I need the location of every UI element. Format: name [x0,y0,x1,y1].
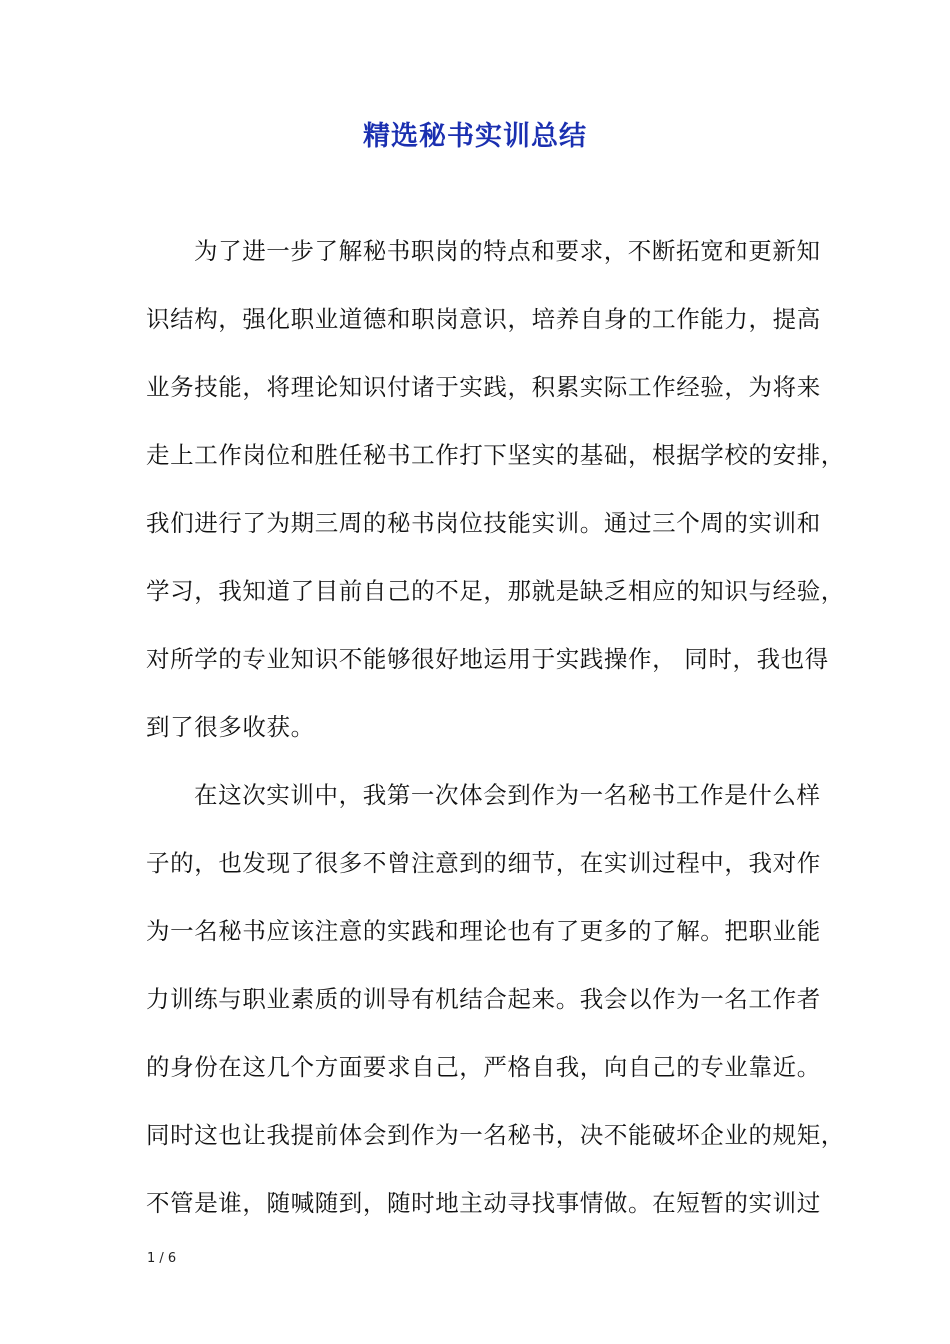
page-indicator: 1 / 6 [147,1251,177,1266]
paragraph-2-line-3: 为一名秘书应该注意的实践和理论也有了更多的了解。把职业能 [146,917,821,945]
paragraph-1-line-1: 为了进一步了解秘书职岗的特点和要求，不断拓宽和更新知 [194,237,821,265]
paragraph-1-line-7: 对所学的专业知识不能够很好地运用于实践操作， 同时，我也得 [146,645,829,673]
paragraph-1-line-3: 业务技能，将理论知识付诸于实践，积累实际工作经验，为将来 [146,373,821,401]
paragraph-2-line-7: 不管是谁，随喊随到，随时地主动寻找事情做。在短暂的实训过 [146,1189,821,1217]
paragraph-2-line-1: 在这次实训中，我第一次体会到作为一名秘书工作是什么样 [194,781,821,809]
paragraph-1-line-6: 学习，我知道了目前自己的不足，那就是缺乏相应的知识与经验， [146,577,845,605]
paragraph-1-line-5: 我们进行了为期三周的秘书岗位技能实训。通过三个周的实训和 [146,509,821,537]
paragraph-1-line-8: 到了很多收获。 [146,713,315,741]
paragraph-2-line-6: 同时这也让我提前体会到作为一名秘书，决不能破坏企业的规矩， [146,1121,845,1149]
paragraph-1-line-2: 识结构，强化职业道德和职岗意识，培养自身的工作能力，提高 [146,305,821,333]
paragraph-1-line-4: 走上工作岗位和胜任秘书工作打下坚实的基础，根据学校的安排， [146,441,845,469]
paragraph-2-line-4: 力训练与职业素质的训导有机结合起来。我会以作为一名工作者 [146,985,821,1013]
document-title: 精选秘书实训总结 [363,121,587,152]
paragraph-2-line-5: 的身份在这几个方面要求自己，严格自我，向自己的专业靠近。 [146,1053,821,1081]
paragraph-2-line-2: 子的，也发现了很多不曾注意到的细节，在实训过程中，我对作 [146,849,821,877]
